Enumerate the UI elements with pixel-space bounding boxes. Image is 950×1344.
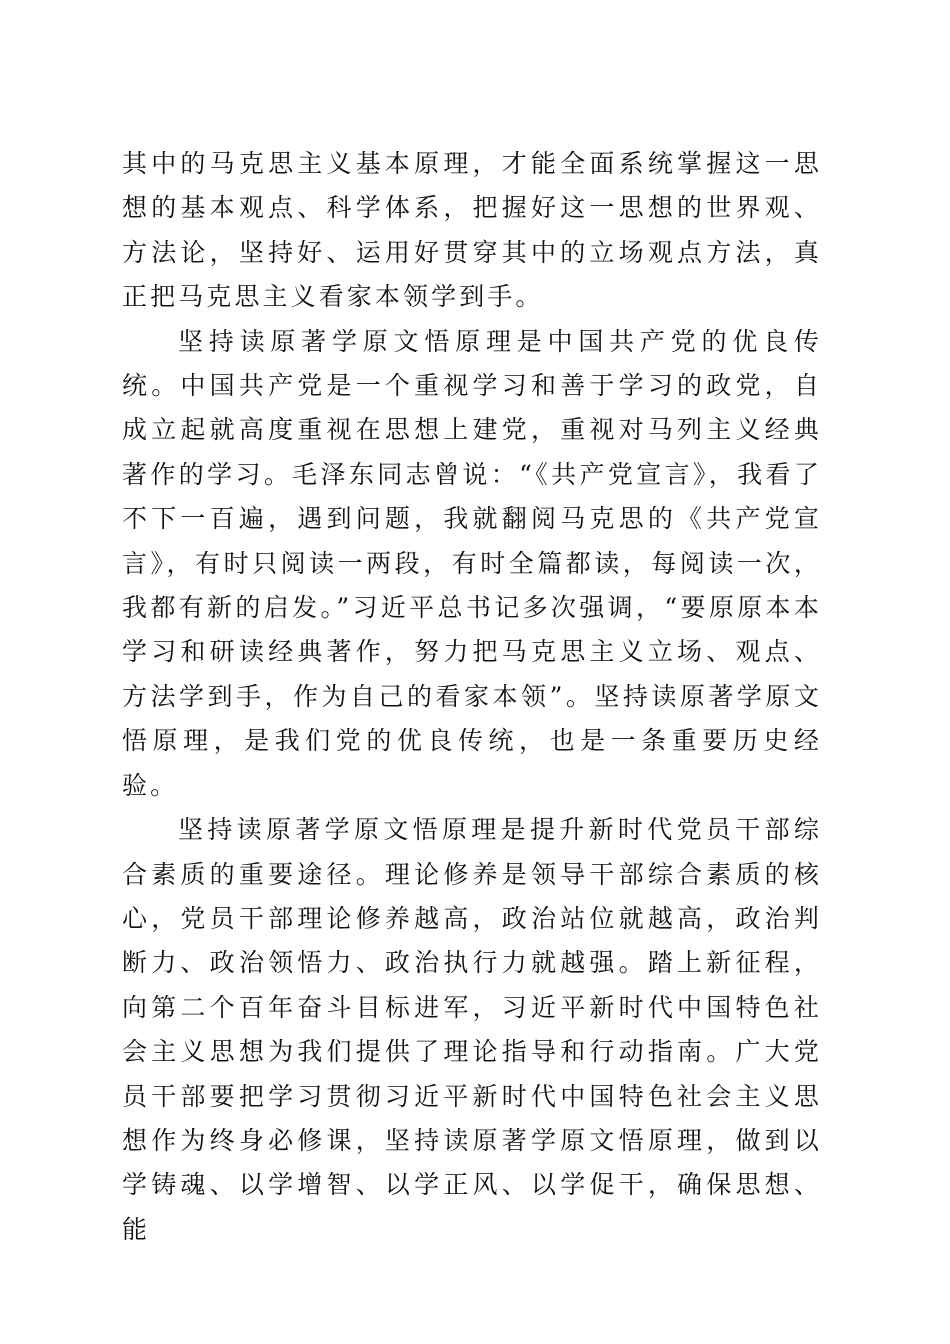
- body-text: [122, 142, 822, 1252]
- paragraph-cadre-quality: 坚持读原著学原文悟原理是提升新时代党员干部综合素质的重要途径。理论修养是领导干部综合素质的核心，党员干部理论修养越高，政治站位就越高，政治判断力、政治领悟力、政治执行力就越强。踏上新征程，向第二个百年奋斗目标进军，习近平新时代中国特色社会主义思想为我们提供了理论指导和行动指南。广大党员干部要把学习贯彻习近平新时代中国特色社会主义思想作为终身必修课，坚持读原著学原文悟原理，做到以学铸魂、以学增智、以学正风、以学促干，确保思想、能: [122, 815, 822, 1244]
- paragraph-continuation: 其中的马克思主义基本原理，才能全面系统掌握这一思想的基本观点、科学体系，把握好这一思想的世界观、方法论，坚持好、运用好贯穿其中的立场观点方法，真正把马克思主义看家本领学到手。: [122, 149, 822, 312]
- paragraph-party-tradition: 坚持读原著学原文悟原理是中国共产党的优良传统。中国共产党是一个重视学习和善于学习的政党，自成立起就高度重视在思想上建党，重视对马列主义经典著作的学习。毛泽东同志曾说：“《共产党宣言》，我看了不下一百遍，遇到问题，我就翻阅马克思的《共产党宣言》，有时只阅读一两段，有时全篇都读，每阅读一次，我都有新的启发。”习近平总书记多次强调，“要原原本本学习和研读经典著作，努力把马克思主义立场、观点、方法学到手，作为自己的看家本领”。坚持读原著学原文悟原理，是我们党的优良传统，也是一条重要历史经验。: [122, 326, 822, 800]
